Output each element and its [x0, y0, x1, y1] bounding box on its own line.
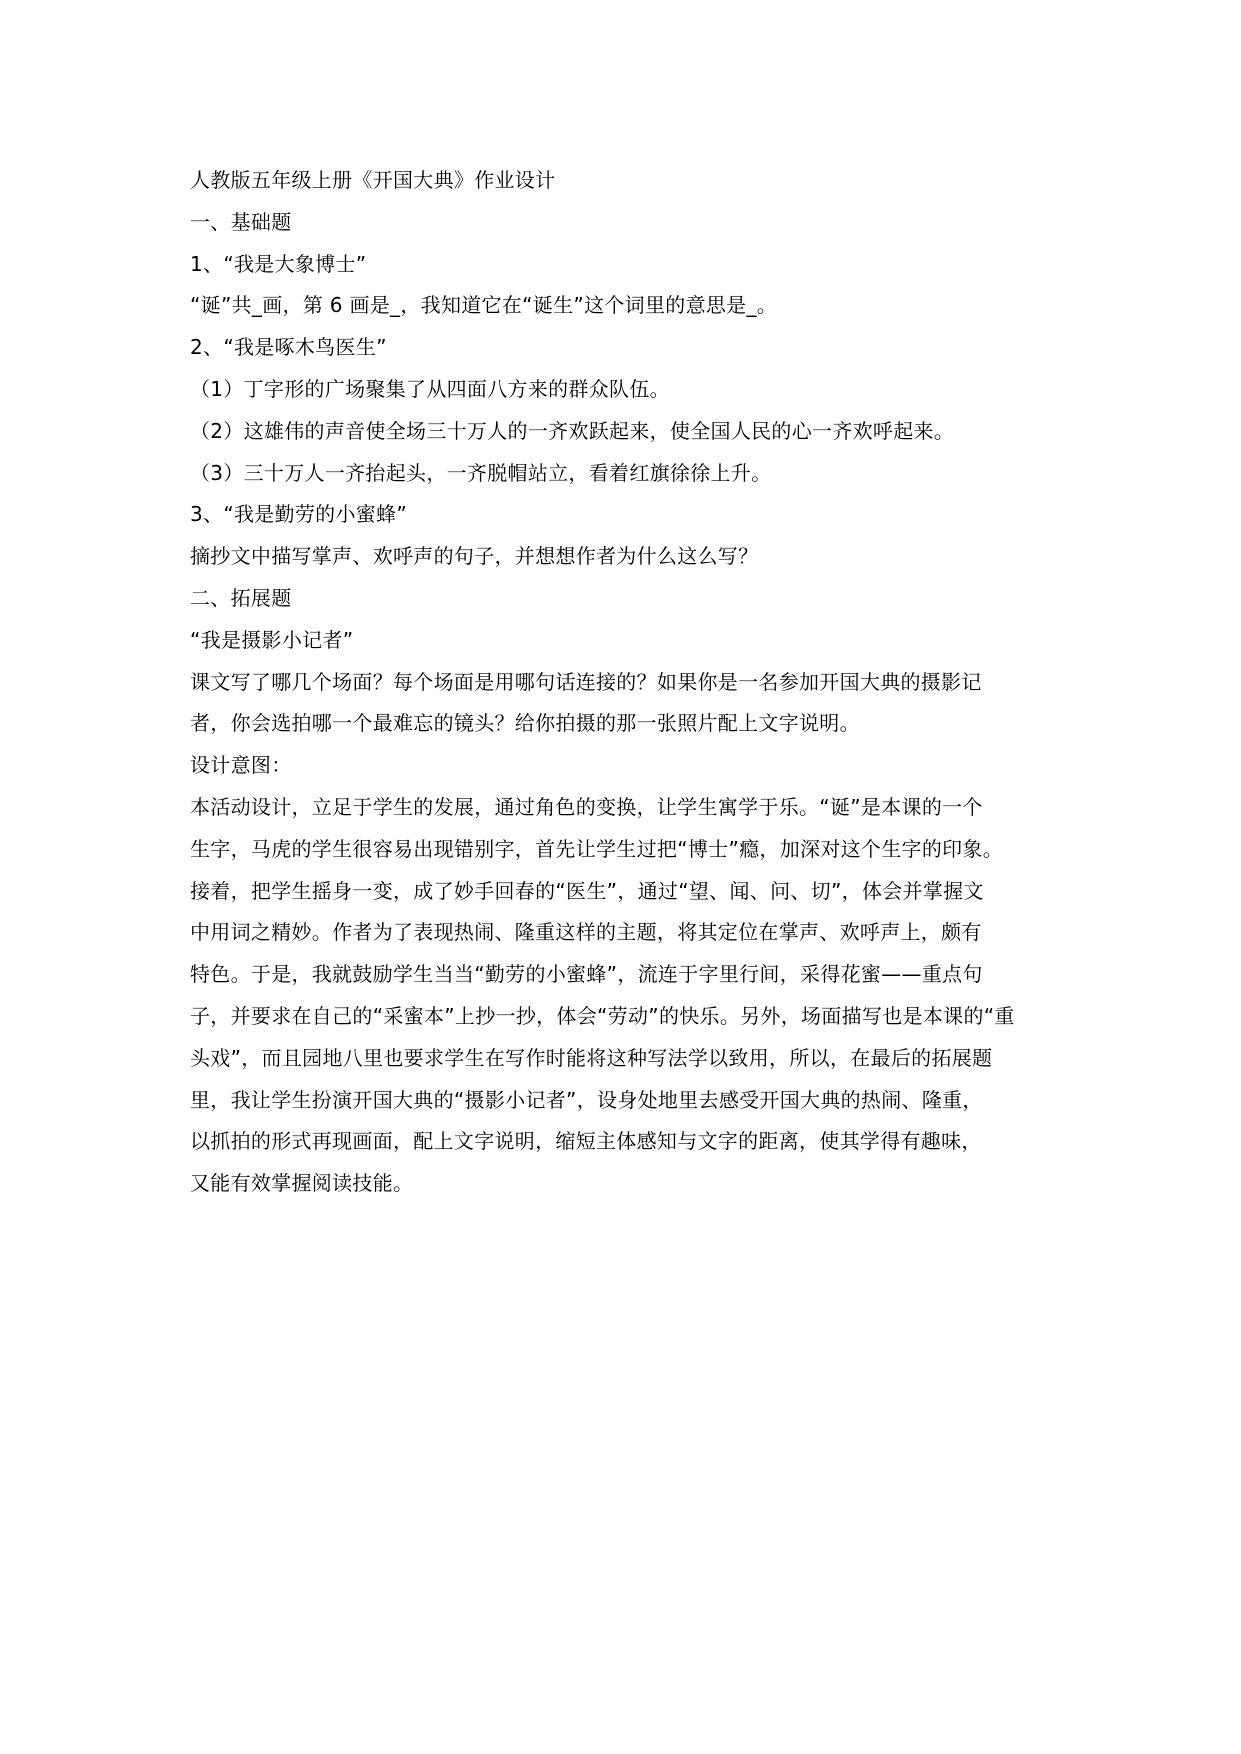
design-intent-line-5: 特色。于是，我就鼓励学生当当“勤劳的小蜜蜂”，流连于字里行间，采得花蜜——重点句: [190, 962, 983, 987]
document-body: [190, 160, 1080, 1205]
design-intent-line-3: 接着，把学生摇身一变，成了妙手回春的“医生”，通过“望、闻、问、切”，体会并掌握文: [190, 878, 984, 903]
question-2-item-2: （2）这雄伟的声音使全场三十万人的一齐欢跃起来，使全国人民的心一齐欢呼起来。: [190, 418, 955, 443]
section-heading-extension: 二、拓展题: [190, 585, 292, 610]
question-2-item-1: （1）丁字形的广场聚集了从四面八方来的群众队伍。: [190, 376, 670, 401]
document-title: 人教版五年级上册《开国大典》作业设计: [190, 168, 556, 192]
question-1-text: “诞”共_画，第 6 画是_，我知道它在“诞生”这个词里的意思是_。: [190, 293, 778, 318]
design-intent-line-9: 以抓拍的形式再现画面，配上文字说明，缩短主体感知与文字的距离，使其学得有趣味，: [190, 1129, 982, 1154]
design-intent-line-1: 本活动设计，立足于学生的发展，通过角色的变换，让学生寓学于乐。“诞”是本课的一个: [190, 794, 983, 819]
extension-heading: “我是摄影小记者”: [190, 627, 354, 652]
design-intent-line-2: 生字，马虎的学生很容易出现错别字，首先让学生过把“博士”瘾，加深对这个生字的印象。: [190, 836, 1004, 861]
question-3-text: 摘抄文中描写掌声、欢呼声的句子，并想想作者为什么这么写？: [190, 544, 759, 569]
design-intent-line-8: 里，我让学生扮演开国大典的“摄影小记者”，设身处地里去感受开国大典的热闹、隆重，: [190, 1087, 983, 1112]
design-intent-line-10: 又能有效掌握阅读技能。: [190, 1171, 414, 1196]
question-2-item-3: （3）三十万人一齐抬起头，一齐脱帽站立，看着红旗徐徐上升。: [190, 460, 772, 485]
extension-text-line-2: 者，你会选拍哪一个最难忘的镜头？给你拍摄的那一张照片配上文字说明。: [190, 711, 860, 736]
section-heading-basic: 一、基础题: [190, 209, 292, 234]
extension-text-line-1: 课文写了哪几个场面？每个场面是用哪句话连接的？如果你是一名参加开国大典的摄影记: [190, 669, 982, 694]
design-intent-line-6: 子，并要求在自己的“采蜜本”上抄一抄，体会“劳动”的快乐。另外，场面描写也是本课的“重: [190, 1003, 1015, 1028]
question-1-heading: 1、“我是大象博士”: [190, 251, 367, 276]
question-3-heading: 3、“我是勤劳的小蜜蜂”: [190, 502, 408, 527]
question-2-heading: 2、“我是啄木鸟医生”: [190, 335, 387, 360]
design-intent-heading: 设计意图：: [190, 753, 292, 778]
design-intent-line-4: 中用词之精妙。作者为了表现热闹、隆重这样的主题，将其定位在掌声、欢呼声上，颇有: [190, 920, 982, 945]
design-intent-line-7: 头戏”，而且园地八里也要求学生在写作时能将这种写法学以致用，所以，在最后的拓展题: [190, 1045, 993, 1070]
